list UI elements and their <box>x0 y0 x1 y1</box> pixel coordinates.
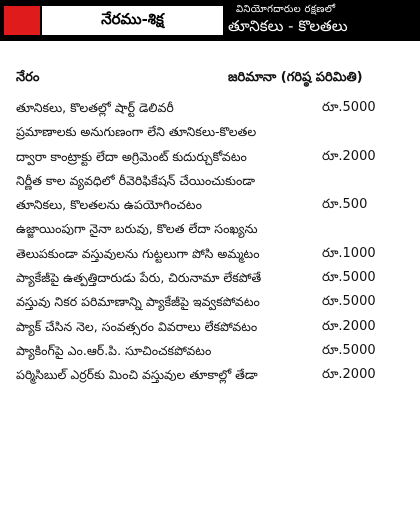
list-item <box>16 193 412 217</box>
offence-text: తూనికలు, కొలతల్లో షార్ట్ డెలివరీ <box>16 100 174 115</box>
slogan-line-1: వినియోగదారుల రక్షణలో <box>236 4 336 15</box>
list-item <box>16 145 412 169</box>
fine-amount: రూ.2000 <box>322 148 376 164</box>
list-item <box>16 169 412 193</box>
list-item <box>16 290 412 314</box>
slogan-line-2: తూనికలు - కొలతలు <box>228 17 348 35</box>
list-item <box>16 315 412 339</box>
list-item <box>16 120 412 144</box>
list-item <box>16 339 412 363</box>
fine-amount: రూ.2000 <box>322 318 376 334</box>
offence-text: నిర్ణీత కాల వ్యవధిలో రీవెరిఫికేషన్ చేయించుకుండా <box>16 172 256 188</box>
offence-text: ప్యాకింగ్‌పై ఎం.ఆర్.పి. సూచించకపోవటం <box>16 342 212 358</box>
list-item <box>16 242 412 266</box>
offence-text: ద్వారా కాంట్రాక్టు లేదా అగ్రిమెంట్ కుదుర్చుకోవటం <box>16 148 247 164</box>
offence-fine-list <box>16 96 412 388</box>
list-item <box>16 363 412 387</box>
list-item <box>16 96 412 120</box>
offence-text: ఉజ్జాయింపుగా నైనా బరువు, కొలత లేదా సంఖ్యను <box>16 221 258 237</box>
offence-text: ప్రమాణాలకు అనుగుణంగా లేని తూనికలు-కొలతల <box>16 124 257 140</box>
header-bar <box>0 0 420 41</box>
column-header-offence: నేరం <box>16 70 40 85</box>
red-accent-block <box>4 6 40 35</box>
list-item <box>16 217 412 241</box>
fine-amount: రూ.2000 <box>322 367 376 383</box>
fine-amount: రూ.1000 <box>322 245 376 261</box>
column-header-fine: జరిమానా (గరిష్ఠ పరిమితి) <box>228 70 363 85</box>
offence-text: పర్మిసిబుల్ ఎర్రర్‌కు మించి వస్తువుల తూకాల్లో తేడా <box>16 367 258 383</box>
fine-amount: రూ.500 <box>322 197 368 213</box>
fine-amount: రూ.5000 <box>322 294 376 310</box>
offence-text: ప్యాకేజీపై ఉత్పత్తిదారుడు పేరు, చిరునామా లేకపోతే <box>16 270 262 286</box>
fine-amount: రూ.5000 <box>322 100 376 115</box>
offence-text: తూనికలు, కొలతలను ఉపయోగించటం <box>16 197 202 213</box>
fine-amount: రూ.5000 <box>322 342 376 358</box>
offence-text: వస్తువు నికర పరిమాణాన్ని ప్యాకేజీపై ఇవ్వకపోవటం <box>16 294 260 310</box>
list-item <box>16 266 412 290</box>
offence-text: తెలుపకుండా వస్తువులను గుట్టలుగా పోసి అమ్మటం <box>16 245 260 261</box>
offence-text: ప్యాక్ చేసిన నెల, సంవత్సరం వివరాలు లేకపోవటం <box>16 318 258 334</box>
page-title: నేరము-శిక్ష <box>42 6 223 35</box>
fine-amount: రూ.5000 <box>322 270 376 286</box>
